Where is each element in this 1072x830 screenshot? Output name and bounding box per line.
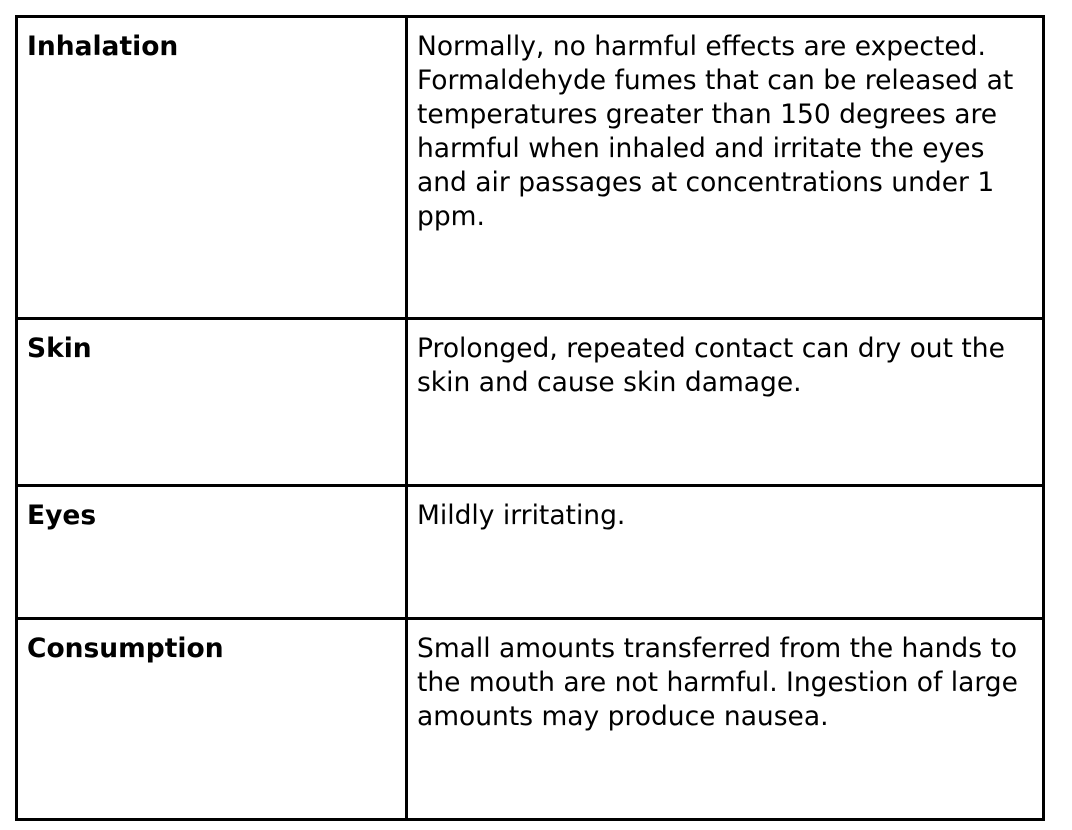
exposure-effect-text: Small amounts transferred from the hands to the mouth are not harmful. Ingestion of large amounts may produce nausea.	[407, 619, 1044, 820]
exposure-effects-table	[15, 15, 1045, 821]
exposure-effect-text: Normally, no harmful effects are expected. Formaldehyde fumes that can be released at temperatures greater than 150 degrees are harmful when inhaled and irritate the eyes and air passages at concentrations under 1 ppm.	[407, 17, 1044, 319]
table-row-consumption	[17, 619, 1044, 820]
exposure-effect-text: Prolonged, repeated contact can dry out the skin and cause skin damage.	[407, 319, 1044, 486]
exposure-route-label: Skin	[17, 319, 407, 486]
table-row-skin	[17, 319, 1044, 486]
table-row-inhalation	[17, 17, 1044, 319]
table-row-eyes	[17, 486, 1044, 619]
exposure-route-label: Inhalation	[17, 17, 407, 319]
exposure-effect-text: Mildly irritating.	[407, 486, 1044, 619]
exposure-route-label: Eyes	[17, 486, 407, 619]
exposure-route-label: Consumption	[17, 619, 407, 820]
